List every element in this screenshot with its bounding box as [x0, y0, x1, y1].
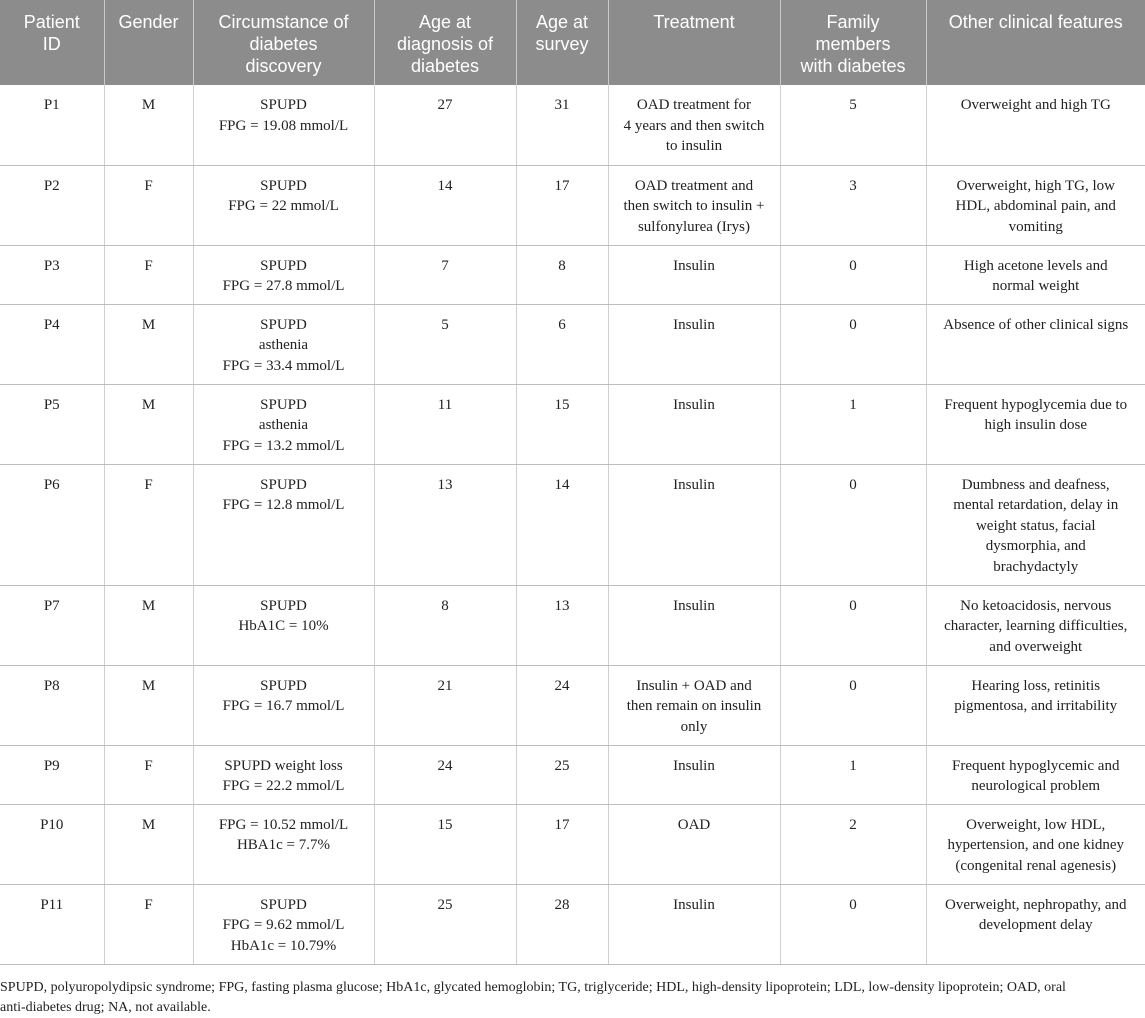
- cell-circumstance: [193, 745, 374, 804]
- cell-text-line: SPUPD: [260, 396, 307, 413]
- header-circumstance: [193, 0, 374, 85]
- cell-family-members: 0: [780, 665, 926, 745]
- header-other-features: [926, 0, 1145, 85]
- cell-circumstance: [193, 804, 374, 884]
- cell-family-members: 0: [780, 884, 926, 964]
- cell-text-line: Insulin: [673, 396, 715, 413]
- cell-patient-id: P11: [0, 884, 104, 964]
- table-row: [0, 745, 1145, 804]
- cell-text-line: neurological problem: [971, 778, 1101, 794]
- cell-text-line: FPG = 19.08 mmol/L: [218, 117, 349, 134]
- cell-text-line: SPUPD weight loss: [224, 757, 343, 774]
- cell-patient-id: P10: [0, 804, 104, 884]
- cell-text-line: character, learning difficulties,: [944, 618, 1128, 634]
- cell-text-line: Insulin: [673, 597, 715, 614]
- cell-text-line: Overweight and high TG: [960, 97, 1111, 113]
- cell-text-line: development delay: [978, 917, 1093, 933]
- cell-text-line: HbA1C = 10%: [238, 618, 329, 634]
- header-text-line: Treatment: [653, 12, 735, 32]
- cell-treatment: [608, 384, 780, 464]
- cell-patient-id: P6: [0, 464, 104, 585]
- cell-patient-id: P2: [0, 165, 104, 245]
- cell-family-members: 3: [780, 165, 926, 245]
- header-text-line: diagnosis of: [396, 34, 494, 54]
- cell-treatment: [608, 745, 780, 804]
- cell-text-line: hypertension, and one kidney: [947, 837, 1125, 853]
- cell-other-features: [926, 245, 1145, 304]
- cell-gender: F: [104, 884, 193, 964]
- table-body: [0, 85, 1145, 964]
- cell-gender: F: [104, 745, 193, 804]
- header-gender: [104, 0, 193, 85]
- cell-text-line: and overweight: [989, 638, 1083, 655]
- table-row: [0, 85, 1145, 165]
- cell-family-members: 0: [780, 585, 926, 665]
- cell-other-features: [926, 464, 1145, 585]
- cell-circumstance: [193, 384, 374, 464]
- cell-gender: M: [104, 665, 193, 745]
- header-text-line: discovery: [245, 56, 322, 76]
- cell-circumstance: [193, 245, 374, 304]
- cell-text-line: Frequent hypoglycemia due to: [944, 396, 1128, 413]
- table-row: [0, 804, 1145, 884]
- table-row: [0, 585, 1145, 665]
- cell-text-line: FPG = 27.8 mmol/L: [222, 278, 345, 294]
- cell-text-line: SPUPD: [260, 677, 307, 694]
- cell-family-members: 0: [780, 464, 926, 585]
- cell-text-line: SPUPD: [260, 896, 307, 913]
- cell-age-diagnosis: 11: [374, 384, 516, 464]
- cell-text-line: weight status, facial: [975, 517, 1096, 534]
- cell-text-line: high insulin dose: [984, 417, 1087, 433]
- header-text-line: Age at: [418, 12, 472, 32]
- cell-text-line: OAD: [677, 816, 711, 833]
- cell-age-survey: 17: [516, 165, 608, 245]
- cell-text-line: HbA1c = 10.79%: [230, 937, 337, 954]
- cell-age-survey: 6: [516, 304, 608, 384]
- cell-circumstance: [193, 85, 374, 165]
- header-treatment: [608, 0, 780, 85]
- cell-age-diagnosis: 7: [374, 245, 516, 304]
- cell-age-survey: 15: [516, 384, 608, 464]
- cell-gender: M: [104, 804, 193, 884]
- cell-family-members: 1: [780, 745, 926, 804]
- footnote-line: SPUPD, polyuropolydipsic syndrome; FPG, fasting plasma glucose; HbA1c, glycated hemoglobin; TG, triglyceride; HDL, high-density lipoprotein; LDL, low-density lipoprotein; OAD, oral: [0, 980, 1066, 995]
- header-text-line: ID: [42, 34, 61, 54]
- cell-text-line: Frequent hypoglycemic and: [952, 757, 1120, 774]
- header-text-line: diabetes: [249, 34, 318, 54]
- cell-patient-id: P5: [0, 384, 104, 464]
- cell-age-diagnosis: 25: [374, 884, 516, 964]
- cell-age-survey: 31: [516, 85, 608, 165]
- cell-circumstance: [193, 665, 374, 745]
- cell-treatment: [608, 585, 780, 665]
- header-text-line: members: [815, 34, 891, 54]
- header-family-members: [780, 0, 926, 85]
- cell-circumstance: [193, 165, 374, 245]
- cell-text-line: Hearing loss, retinitis: [971, 677, 1101, 694]
- cell-treatment: [608, 804, 780, 884]
- header-text-line: Patient: [23, 12, 80, 32]
- cell-patient-id: P8: [0, 665, 104, 745]
- cell-age-diagnosis: 14: [374, 165, 516, 245]
- header-text-line: Circumstance of: [218, 12, 349, 32]
- cell-text-line: FPG = 13.2 mmol/L: [222, 437, 345, 454]
- cell-other-features: [926, 804, 1145, 884]
- cell-text-line: then switch to insulin +: [623, 198, 765, 214]
- cell-text-line: FPG = 22 mmol/L: [228, 198, 339, 214]
- cell-text-line: 4 years and then switch: [623, 117, 765, 134]
- cell-text-line: (congenital renal agenesis): [955, 857, 1117, 874]
- cell-text-line: FPG = 16.7 mmol/L: [222, 698, 345, 714]
- cell-text-line: OAD treatment and: [634, 177, 754, 194]
- cell-text-line: Overweight, high TG, low: [956, 177, 1115, 194]
- cell-age-survey: 8: [516, 245, 608, 304]
- cell-text-line: pigmentosa, and irritability: [954, 698, 1118, 714]
- cell-text-line: Insulin: [673, 757, 715, 774]
- cell-other-features: [926, 384, 1145, 464]
- cell-age-survey: 17: [516, 804, 608, 884]
- cell-text-line: Insulin: [673, 316, 715, 333]
- cell-circumstance: [193, 585, 374, 665]
- header-patient-id: [0, 0, 104, 85]
- cell-text-line: FPG = 10.52 mmol/L: [218, 816, 349, 833]
- cell-age-diagnosis: 8: [374, 585, 516, 665]
- cell-text-line: Insulin: [673, 896, 715, 913]
- table-header: [0, 0, 1145, 85]
- cell-text-line: mental retardation, delay in: [953, 497, 1119, 513]
- cell-family-members: 2: [780, 804, 926, 884]
- cell-family-members: 0: [780, 304, 926, 384]
- cell-text-line: Overweight, nephropathy, and: [945, 896, 1127, 913]
- cell-text-line: SPUPD: [260, 597, 307, 614]
- cell-text-line: SPUPD: [260, 177, 307, 194]
- footnote-line: anti-diabetes drug; NA, not available.: [0, 1000, 211, 1015]
- header-age-survey: [516, 0, 608, 85]
- cell-text-line: SPUPD: [260, 476, 307, 493]
- table-row: [0, 165, 1145, 245]
- cell-text-line: vomiting: [1008, 218, 1063, 235]
- cell-family-members: 1: [780, 384, 926, 464]
- cell-other-features: [926, 745, 1145, 804]
- cell-text-line: FPG = 33.4 mmol/L: [222, 357, 345, 374]
- cell-age-diagnosis: 13: [374, 464, 516, 585]
- cell-text-line: normal weight: [992, 278, 1080, 294]
- cell-age-survey: 28: [516, 884, 608, 964]
- cell-age-survey: 25: [516, 745, 608, 804]
- cell-text-line: dysmorphia, and: [985, 538, 1086, 554]
- cell-family-members: 5: [780, 85, 926, 165]
- cell-treatment: [608, 464, 780, 585]
- cell-text-line: to insulin: [665, 138, 723, 154]
- cell-age-survey: 24: [516, 665, 608, 745]
- cell-age-diagnosis: 21: [374, 665, 516, 745]
- cell-text-line: only: [680, 718, 708, 735]
- cell-treatment: [608, 884, 780, 964]
- cell-treatment: [608, 304, 780, 384]
- header-text-line: Family: [826, 12, 880, 32]
- cell-other-features: [926, 884, 1145, 964]
- cell-patient-id: P3: [0, 245, 104, 304]
- cell-age-diagnosis: 15: [374, 804, 516, 884]
- cell-text-line: Absence of other clinical signs: [943, 316, 1129, 333]
- cell-other-features: [926, 304, 1145, 384]
- table-row: [0, 884, 1145, 964]
- cell-text-line: No ketoacidosis, nervous: [960, 597, 1112, 614]
- cell-text-line: brachydactyly: [993, 558, 1079, 575]
- cell-text-line: FPG = 12.8 mmol/L: [222, 497, 345, 513]
- cell-treatment: [608, 665, 780, 745]
- cell-text-line: HDL, abdominal pain, and: [955, 198, 1116, 214]
- cell-text-line: sulfonylurea (Irys): [637, 218, 751, 235]
- cell-family-members: 0: [780, 245, 926, 304]
- header-text-line: Age at: [535, 12, 589, 32]
- cell-text-line: Insulin: [673, 476, 715, 493]
- cell-patient-id: P9: [0, 745, 104, 804]
- header-age-diagnosis: [374, 0, 516, 85]
- cell-gender: F: [104, 165, 193, 245]
- cell-text-line: Overweight, low HDL,: [966, 816, 1106, 833]
- table-footnote: [0, 978, 1140, 1018]
- cell-text-line: SPUPD: [260, 257, 307, 274]
- table-row: [0, 304, 1145, 384]
- cell-age-survey: 13: [516, 585, 608, 665]
- cell-text-line: HBA1c = 7.7%: [236, 837, 331, 853]
- cell-text-line: asthenia: [258, 337, 309, 353]
- cell-age-diagnosis: 24: [374, 745, 516, 804]
- cell-other-features: [926, 585, 1145, 665]
- cell-treatment: [608, 85, 780, 165]
- cell-age-diagnosis: 5: [374, 304, 516, 384]
- header-row: [0, 0, 1145, 85]
- table-row: [0, 665, 1145, 745]
- cell-gender: M: [104, 585, 193, 665]
- cell-gender: M: [104, 304, 193, 384]
- cell-gender: F: [104, 245, 193, 304]
- cell-gender: M: [104, 85, 193, 165]
- cell-patient-id: P4: [0, 304, 104, 384]
- cell-text-line: FPG = 22.2 mmol/L: [222, 778, 345, 794]
- header-text-line: Gender: [118, 12, 179, 32]
- cell-other-features: [926, 165, 1145, 245]
- header-text-line: with diabetes: [800, 56, 906, 76]
- cell-patient-id: P7: [0, 585, 104, 665]
- cell-text-line: then remain on insulin: [626, 698, 762, 714]
- cell-age-diagnosis: 27: [374, 85, 516, 165]
- cell-treatment: [608, 165, 780, 245]
- cell-circumstance: [193, 464, 374, 585]
- table-row: [0, 245, 1145, 304]
- cell-text-line: Insulin: [673, 257, 715, 274]
- cell-other-features: [926, 85, 1145, 165]
- header-text-line: diabetes: [410, 56, 480, 76]
- header-text-line: Other clinical features: [948, 12, 1123, 32]
- cell-treatment: [608, 245, 780, 304]
- table-row: [0, 464, 1145, 585]
- cell-text-line: FPG = 9.62 mmol/L: [222, 917, 345, 933]
- cell-text-line: High acetone levels and: [963, 257, 1108, 274]
- cell-age-survey: 14: [516, 464, 608, 585]
- cell-circumstance: [193, 304, 374, 384]
- cell-circumstance: [193, 884, 374, 964]
- cell-gender: M: [104, 384, 193, 464]
- cell-text-line: Dumbness and deafness,: [961, 476, 1110, 493]
- cell-text-line: OAD treatment for: [636, 97, 752, 113]
- cell-text-line: SPUPD: [260, 97, 307, 113]
- cell-text-line: asthenia: [258, 417, 309, 433]
- table-row: [0, 384, 1145, 464]
- cell-patient-id: P1: [0, 85, 104, 165]
- cell-other-features: [926, 665, 1145, 745]
- header-text-line: survey: [535, 34, 589, 54]
- cell-text-line: Insulin + OAD and: [636, 677, 752, 694]
- cell-text-line: SPUPD: [260, 316, 307, 333]
- cell-gender: F: [104, 464, 193, 585]
